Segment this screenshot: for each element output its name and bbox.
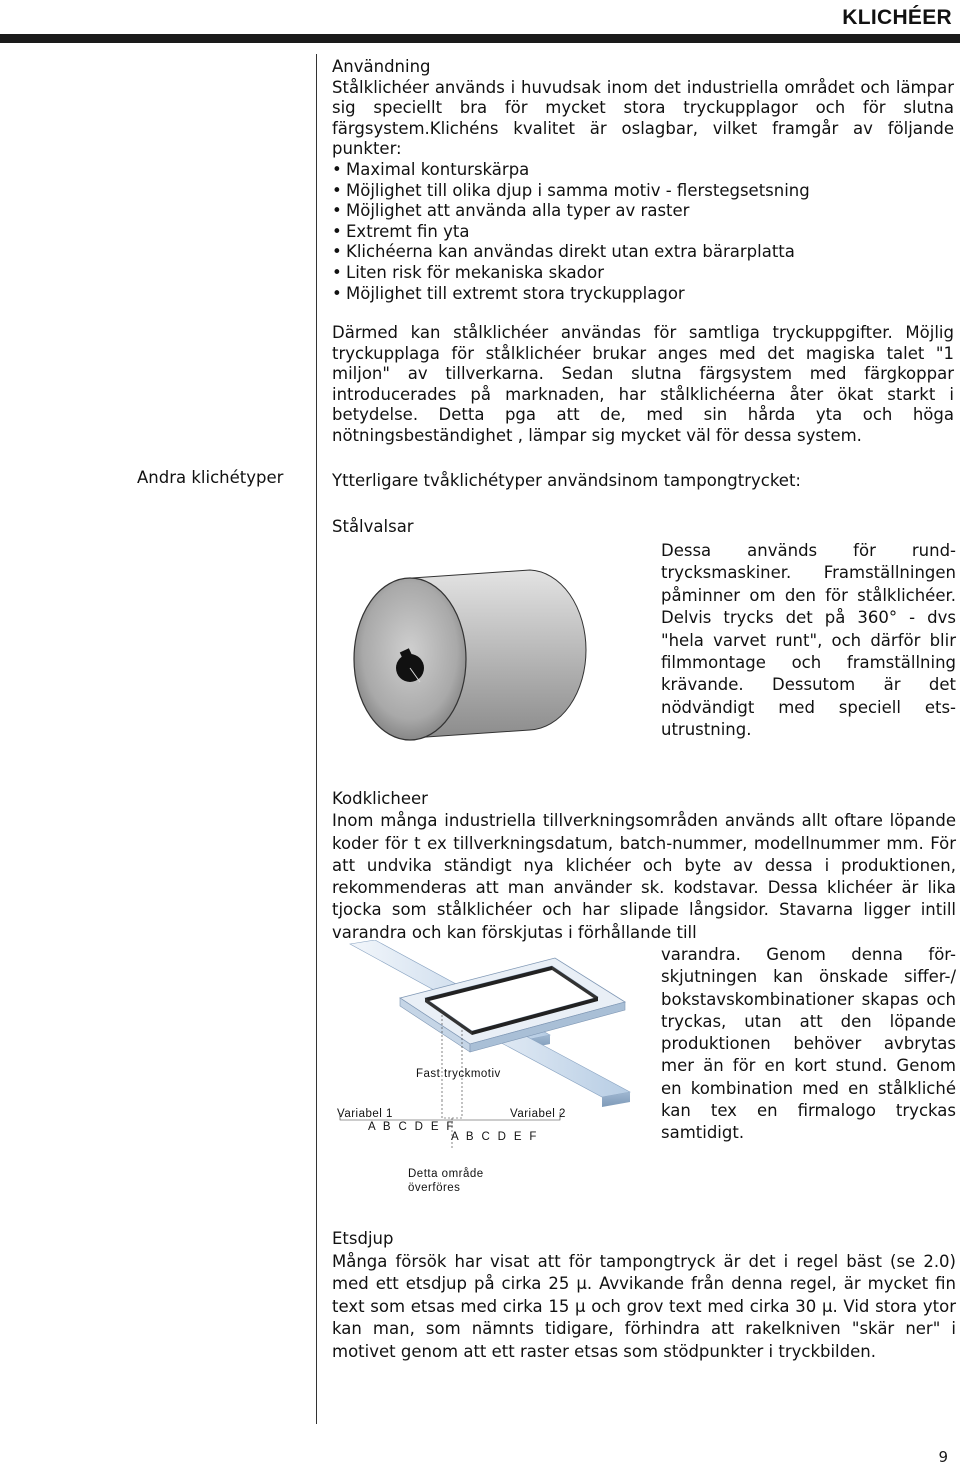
etsdjup-paragraph: Många försök har visat att för tampongtryck är det i regel bäst (se 2.0) med ett etsdjup på cirka 25 µ. Avvikande från denna regel, är mycket fin text som etsas med cirka 15 µ och grov text med cirka 30 µ. Vid stora ytor kan man, som nämnts tidigare, förhindra att rakelkniven "skär ner" i motivet genom att ett raster etsas som stödpunkter i tryckbilden. xyxy=(332,1251,956,1361)
label-variabel-1: Variabel 1 xyxy=(337,1108,393,1120)
side-label-andra: Andra klichétyper xyxy=(137,468,284,487)
list-item: • Liten risk för mekaniska skador xyxy=(332,263,954,284)
section-heading-stalvalsar: Stålvalsar xyxy=(332,517,414,536)
page-header-title: KLICHÉER xyxy=(842,6,952,29)
label-letters-2: A B C D E F xyxy=(451,1131,537,1143)
list-item: • Klichéerna kan användas direkt utan extra bärarplatta xyxy=(332,242,954,263)
section-kodklicheer xyxy=(332,788,956,944)
intro-paragraph: Stålklichéer används i huvudsak inom det industriella området och lämpar sig speciellt bra för mycket stora tryckupplagor och för slutna färgsystem.Klichéns kvalitet är oslagbar, vilket framgår av följande punkter: xyxy=(332,77,954,159)
header-rule xyxy=(0,34,960,43)
steel-roller-illustration xyxy=(350,560,650,750)
section-heading: Etsdjup xyxy=(332,1229,394,1248)
section-etsdjup xyxy=(332,1228,956,1364)
column-divider xyxy=(316,54,317,1424)
label-omrade-1: Detta område xyxy=(408,1168,484,1180)
kod-paragraph-1: Inom många industriella tillverkningsområden används allt oftare löpande koder för t ex tillverkningsdatum, batch-nummer, modellnummer mm. För att undvika ständigt nya klichéer och byte av dessa i produktionen, rekommenderas att man använder sk. kodstavar. Dessa klichéer är lika tjocka som stålklichéer och har slipade långsidor. Stavarna ligger intill varandra och kan förskjutas i förhållande till xyxy=(332,811,956,942)
label-omrade-2: överföres xyxy=(408,1182,461,1194)
list-item: • Möjlighet till olika djup i samma motiv - flerstegsetsning xyxy=(332,181,954,202)
section-heading: Kodklicheer xyxy=(332,789,428,808)
andra-intro: Ytterligare tvåklichétyper användsinom tampongtrycket: xyxy=(332,471,801,490)
label-letters-1: A B C D E F xyxy=(368,1121,454,1133)
page-number: 9 xyxy=(938,1448,948,1466)
list-item: • Extremt fin yta xyxy=(332,222,954,243)
label-fast-tryckmotiv: Fast tryckmotiv xyxy=(416,1068,501,1080)
guide-line xyxy=(442,1100,462,1118)
paragraph-darmed: Därmed kan stålklichéer användas för samtliga tryckuppgifter. Möjlig tryckupplaga för stålklichéer brukar anges med det magiska talet "1 miljon" av tillverkarna. Sedan slutna färgsystem med färgkoppar introducerades på marknaden, har stålklichéerna åter ökat starkt i betydelse. Detta pga att de, med sin hårda yta och höga nötningsbeständighet , lämpar sig mycket väl för dessa system. xyxy=(332,323,954,445)
section-anvandning xyxy=(332,57,954,304)
feature-list xyxy=(332,160,954,304)
list-item: • Maximal konturskärpa xyxy=(332,160,954,181)
list-item: • Möjlighet till extremt stora tryckupplagor xyxy=(332,284,954,305)
list-item: • Möjlighet att använda alla typer av raster xyxy=(332,201,954,222)
kod-paragraph-2: varandra. Genom denna för-skjutningen kan önskade siffer-/ bokstavskombinationer skapas och tryckas, utan att den löpande produktionen behöver avbrytas mer än för en kort stund. Genom en kombination med en stålkliché kan tex en firmalogo tryckas samtidigt. xyxy=(661,945,956,1143)
section-heading: Användning xyxy=(332,57,431,76)
label-variabel-2: Variabel 2 xyxy=(510,1108,566,1120)
stalvalsar-text: Dessa används för rund-trycksmaskiner. Framställningen påminner om den för stålklichéer. Delvis trycks det på 360° - dvs "hela varvet runt", och därför blir filmmontage och framställning krävande. Dessutom är det nödvändigt med speciell ets-utrustning. xyxy=(661,541,956,740)
